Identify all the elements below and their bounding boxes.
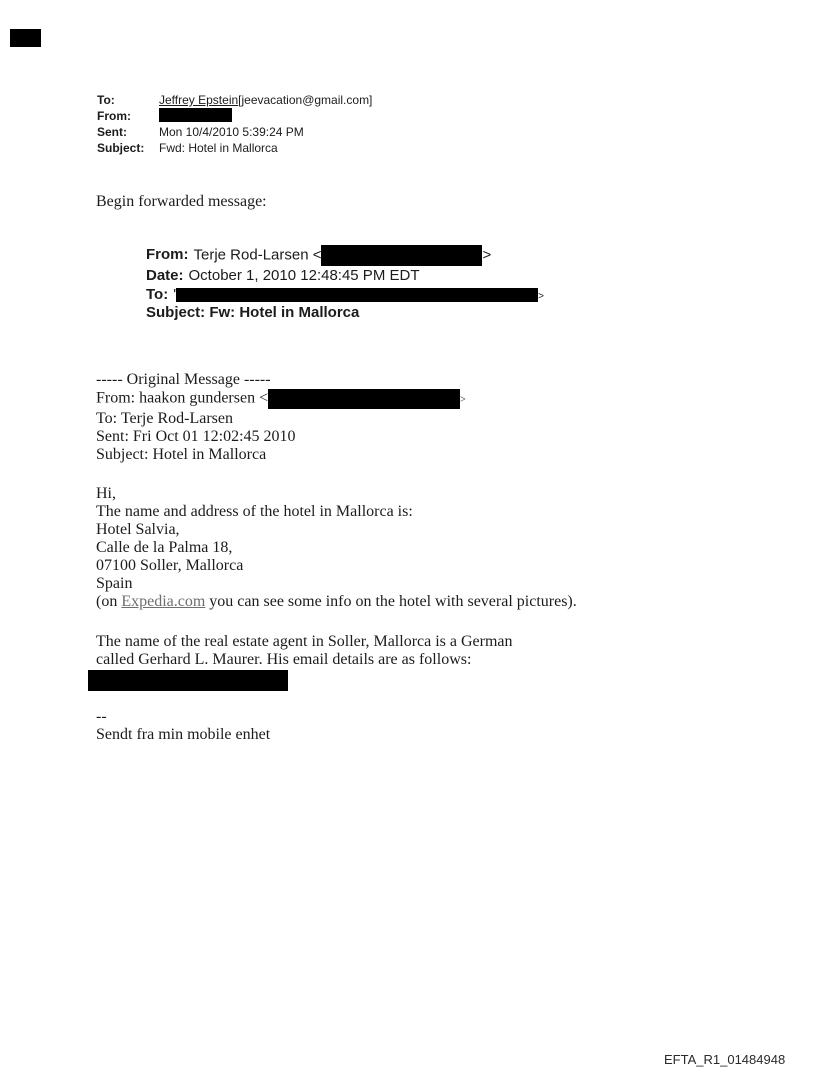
header-row-to [97,92,372,108]
expedia-pre: (on [96,593,122,610]
original-message-separator: ----- Original Message ----- [96,371,271,388]
agent-line-2: called Gerhard L. Maurer. His email details are as follows: [96,651,472,668]
redaction-agent-email [88,670,288,691]
email-header [97,92,372,156]
expedia-post: you can see some info on the hotel with several pictures). [205,593,577,610]
fwd-to-close: > [538,291,544,302]
fwd-from-line [146,245,491,266]
fwd-to-line [146,286,544,303]
fwd-to-quote: ' [173,286,177,303]
redaction-sender [159,108,232,122]
agent-line-1: The name of the real estate agent in Soller, Mallorca is a German [96,633,513,650]
to-value [159,92,372,108]
subject-value: Fwd: Hotel in Mallorca [159,141,278,155]
redacted-email-details-line [96,670,577,691]
subject-label: Subject: [97,141,145,155]
fwd-to-label: To: [146,286,169,303]
begin-forwarded-line: Begin forwarded message: [96,193,267,210]
orig-sent-line: Sent: Fri Oct 01 12:02:45 2010 [96,427,296,445]
expedia-line [96,593,577,611]
email-body [96,485,577,744]
corner-redaction-mark [10,29,41,47]
header-row-sent [97,124,372,140]
fwd-subject-line: Subject: Fw: Hotel in Mallorca [146,304,360,321]
blank-line [96,611,577,629]
orig-to-line: To: Terje Rod-Larsen [96,409,233,427]
country-line: Spain [96,575,133,592]
redaction-orig-from-address [268,389,460,409]
fwd-date-label: Date: [146,267,184,284]
street-line: Calle de la Palma 18, [96,539,233,556]
recipient-address: [jeevacation@gmail.com] [238,93,373,107]
city-line: 07100 Soller, Mallorca [96,557,244,574]
expedia-link[interactable]: Expedia.com [121,593,206,610]
sent-value: Mon 10/4/2010 5:39:24 PM [159,125,304,139]
hotel-name-line: Hotel Salvia, [96,521,180,538]
redaction-fwd-to-address [176,288,538,302]
bates-number: EFTA_R1_01484948 [664,1052,786,1067]
original-message-block [96,371,466,464]
orig-from-line [96,389,466,410]
signature-dashes: -- [96,708,107,725]
orig-from-close: > [460,394,466,406]
header-row-from [97,108,372,124]
from-label: From: [97,109,131,123]
signature-text: Sendt fra min mobile enhet [96,726,271,743]
orig-from-prefix: From: haakon gundersen < [96,389,269,407]
intro-line: The name and address of the hotel in Mallorca is: [96,503,413,520]
fwd-from-close: > [482,246,492,264]
fwd-from-label: From: [146,246,189,264]
recipient-link[interactable]: Jeffrey Epstein [159,93,239,107]
fwd-date-line [146,267,419,284]
orig-subject-line: Subject: Hotel in Mallorca [96,445,267,463]
redaction-fwd-from-address [321,245,482,266]
sent-label: Sent: [97,125,127,139]
to-label: To: [97,93,115,107]
header-row-subject [97,140,372,156]
fwd-from-name: Terje Rod-Larsen < [193,246,322,264]
greeting-line: Hi, [96,485,116,502]
fwd-date-value: October 1, 2010 12:48:45 PM EDT [188,267,420,284]
